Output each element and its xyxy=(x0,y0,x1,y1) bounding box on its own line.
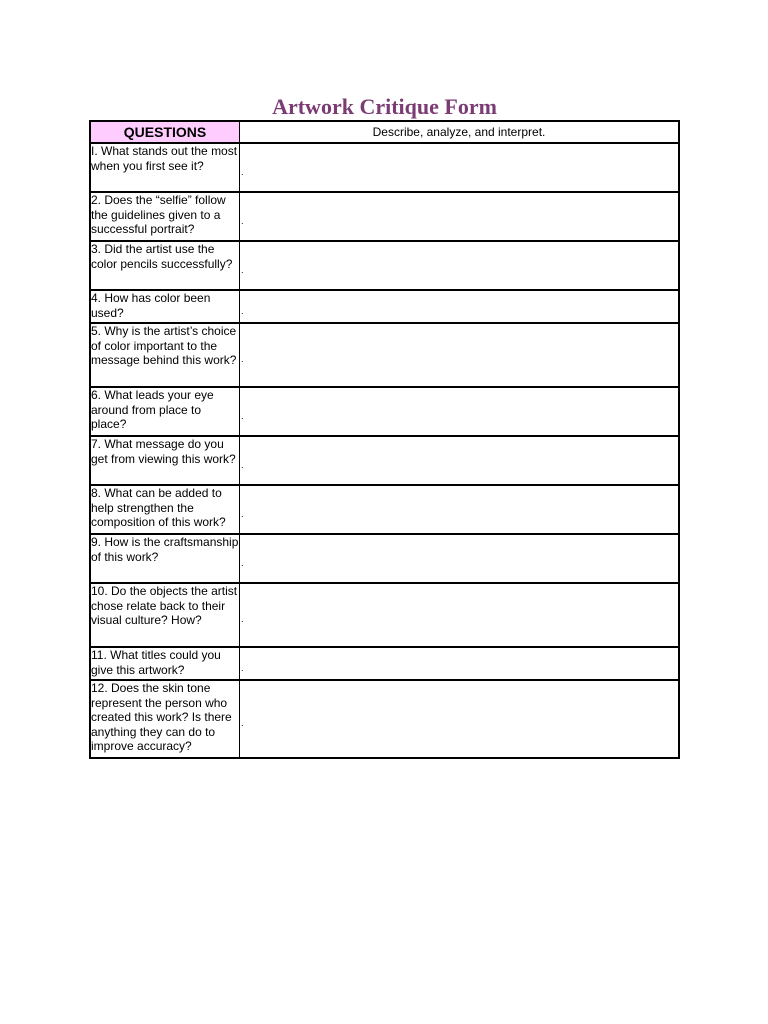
critique-table xyxy=(89,120,680,759)
questions-header: QUESTIONS xyxy=(91,122,240,144)
answer-marker: . xyxy=(241,662,244,673)
answer-cell[interactable] xyxy=(240,144,678,193)
answer-marker: . xyxy=(241,410,244,421)
page-title: Artwork Critique Form xyxy=(272,94,497,119)
table-row xyxy=(91,291,678,324)
table-row xyxy=(91,437,678,486)
answer-cell[interactable] xyxy=(240,535,678,584)
answer-marker: . xyxy=(241,557,244,568)
table-row xyxy=(91,193,678,242)
answer-marker: . xyxy=(241,264,244,275)
table-row xyxy=(91,681,678,757)
table-row xyxy=(91,535,678,584)
answer-cell[interactable] xyxy=(240,648,678,681)
question-cell: I. What stands out the most when you first see it? xyxy=(91,144,240,193)
question-cell: 9. How is the craftsmanship of this work? xyxy=(91,535,240,584)
answer-marker: . xyxy=(241,166,244,177)
answer-cell[interactable] xyxy=(240,388,678,437)
table-row xyxy=(91,486,678,535)
answer-marker: . xyxy=(241,215,244,226)
answer-marker: . xyxy=(241,305,244,316)
answer-marker: . xyxy=(241,508,244,519)
answer-cell[interactable] xyxy=(240,584,678,648)
question-cell: 4. How has color been used? xyxy=(91,291,240,324)
table-row xyxy=(91,324,678,388)
answer-marker: . xyxy=(241,459,244,470)
answer-cell[interactable] xyxy=(240,681,678,757)
table-row xyxy=(91,648,678,681)
question-cell: 3. Did the artist use the color pencils successfully? xyxy=(91,242,240,291)
answer-marker: . xyxy=(241,718,244,728)
answer-cell[interactable] xyxy=(240,486,678,535)
answer-cell[interactable] xyxy=(240,324,678,388)
table-row xyxy=(91,584,678,648)
table-row xyxy=(91,242,678,291)
question-cell: 5. Why is the artist’s choice of color important to the message behind this work? xyxy=(91,324,240,388)
question-cell: 10. Do the objects the artist chose relate back to their visual culture? How? xyxy=(91,584,240,648)
answer-marker: . xyxy=(241,354,244,364)
question-cell: 8. What can be added to help strengthen the composition of this work? xyxy=(91,486,240,535)
answer-cell[interactable] xyxy=(240,291,678,324)
question-cell: 11. What titles could you give this artwork? xyxy=(91,648,240,681)
answer-cell[interactable] xyxy=(240,193,678,242)
question-cell: 6. What leads your eye around from place to place? xyxy=(91,388,240,437)
answer-cell[interactable] xyxy=(240,437,678,486)
question-cell: 7. What message do you get from viewing this work? xyxy=(91,437,240,486)
question-cell: 12. Does the skin tone represent the person who created this work? Is there anything they can do to improve accuracy? xyxy=(91,681,240,757)
table-row xyxy=(91,388,678,437)
table-header-row xyxy=(91,122,678,144)
answer-marker: . xyxy=(241,614,244,624)
answer-cell[interactable] xyxy=(240,242,678,291)
table-row xyxy=(91,144,678,193)
answers-header: Describe, analyze, and interpret. xyxy=(240,122,678,144)
question-cell: 2. Does the “selfie” follow the guidelines given to a successful portrait? xyxy=(91,193,240,242)
